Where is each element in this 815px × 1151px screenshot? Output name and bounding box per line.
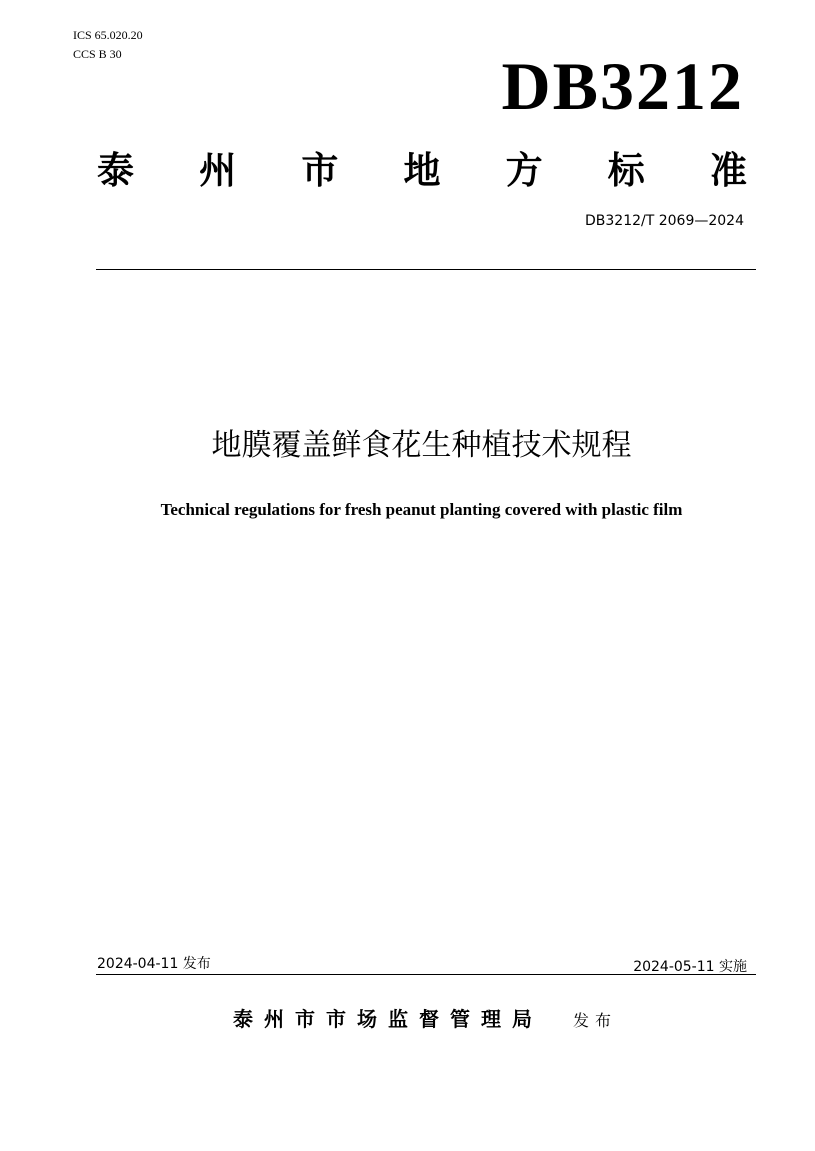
issue-date: 2024-04-11 发布 <box>97 956 211 972</box>
header-divider <box>96 269 756 270</box>
standard-type-char: 州 <box>199 148 237 192</box>
standard-type-char: 地 <box>403 148 441 192</box>
standard-type-char: 泰 <box>97 148 134 192</box>
issuer-line <box>233 1006 617 1034</box>
standard-type-char: 准 <box>709 148 747 192</box>
implementation-date: 2024-05-11 实施 <box>633 959 747 975</box>
standard-type-heading <box>97 147 747 193</box>
standard-logo: DB3212 <box>501 48 744 124</box>
issuer-suffix: 发布 <box>573 1011 618 1030</box>
standard-type-char: 方 <box>505 148 543 192</box>
document-title-chinese: 地膜覆盖鲜食花生种植技术规程 <box>211 428 632 463</box>
footer-divider <box>96 974 756 975</box>
issuer-name: 泰州市市场监督管理局 <box>233 1007 543 1031</box>
document-title-english: Technical regulations for fresh peanut planting covered with plastic film <box>160 500 683 519</box>
standard-type-char: 标 <box>607 148 645 192</box>
ics-code: ICS 65.020.20 <box>73 28 143 42</box>
standard-type-char: 市 <box>301 148 339 192</box>
ccs-code: CCS B 30 <box>73 47 122 61</box>
standard-number: DB3212/T 2069—2024 <box>585 213 744 229</box>
